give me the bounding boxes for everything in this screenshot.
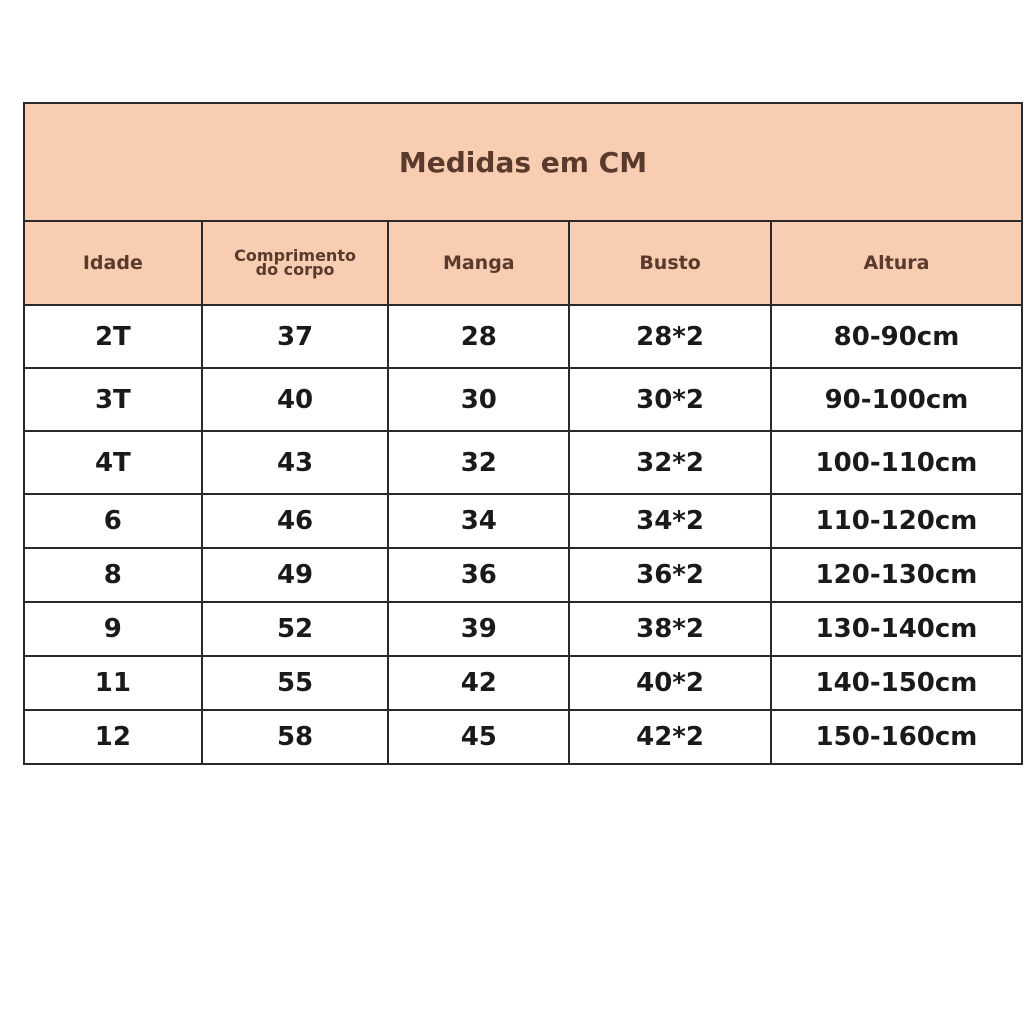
cell-idade: 2T	[24, 305, 202, 368]
size-chart-table	[23, 102, 1023, 765]
cell-manga: 39	[388, 602, 569, 656]
table-row	[24, 710, 1022, 764]
cell-idade: 3T	[24, 368, 202, 431]
cell-busto: 38*2	[569, 602, 771, 656]
cell-altura: 90-100cm	[771, 368, 1022, 431]
cell-manga: 34	[388, 494, 569, 548]
cell-busto: 36*2	[569, 548, 771, 602]
cell-idade: 6	[24, 494, 202, 548]
cell-busto: 32*2	[569, 431, 771, 494]
cell-idade: 11	[24, 656, 202, 710]
header-row	[24, 221, 1022, 305]
header-comprimento-line1: Comprimento	[234, 246, 356, 265]
cell-altura: 150-160cm	[771, 710, 1022, 764]
cell-comprimento: 37	[202, 305, 389, 368]
cell-comprimento: 49	[202, 548, 389, 602]
cell-comprimento: 55	[202, 656, 389, 710]
header-busto: Busto	[569, 221, 771, 305]
cell-comprimento: 46	[202, 494, 389, 548]
table-row	[24, 656, 1022, 710]
cell-idade: 8	[24, 548, 202, 602]
cell-busto: 34*2	[569, 494, 771, 548]
cell-altura: 120-130cm	[771, 548, 1022, 602]
cell-manga: 28	[388, 305, 569, 368]
cell-manga: 30	[388, 368, 569, 431]
table-row	[24, 368, 1022, 431]
cell-busto: 40*2	[569, 656, 771, 710]
cell-altura: 80-90cm	[771, 305, 1022, 368]
table-row	[24, 548, 1022, 602]
cell-comprimento: 40	[202, 368, 389, 431]
table-title: Medidas em CM	[24, 103, 1022, 221]
cell-busto: 30*2	[569, 368, 771, 431]
table-row	[24, 494, 1022, 548]
table-row	[24, 602, 1022, 656]
cell-comprimento: 58	[202, 710, 389, 764]
header-idade: Idade	[24, 221, 202, 305]
cell-busto: 42*2	[569, 710, 771, 764]
header-altura: Altura	[771, 221, 1022, 305]
header-comprimento-line2: do corpo	[255, 260, 335, 279]
cell-altura: 100-110cm	[771, 431, 1022, 494]
cell-manga: 36	[388, 548, 569, 602]
cell-comprimento: 52	[202, 602, 389, 656]
cell-idade: 4T	[24, 431, 202, 494]
title-row	[24, 103, 1022, 221]
header-comprimento	[202, 221, 389, 305]
cell-manga: 32	[388, 431, 569, 494]
cell-idade: 12	[24, 710, 202, 764]
cell-idade: 9	[24, 602, 202, 656]
cell-busto: 28*2	[569, 305, 771, 368]
cell-manga: 45	[388, 710, 569, 764]
cell-comprimento: 43	[202, 431, 389, 494]
cell-altura: 140-150cm	[771, 656, 1022, 710]
table-row	[24, 305, 1022, 368]
cell-altura: 130-140cm	[771, 602, 1022, 656]
cell-altura: 110-120cm	[771, 494, 1022, 548]
header-manga: Manga	[388, 221, 569, 305]
table-row	[24, 431, 1022, 494]
cell-manga: 42	[388, 656, 569, 710]
